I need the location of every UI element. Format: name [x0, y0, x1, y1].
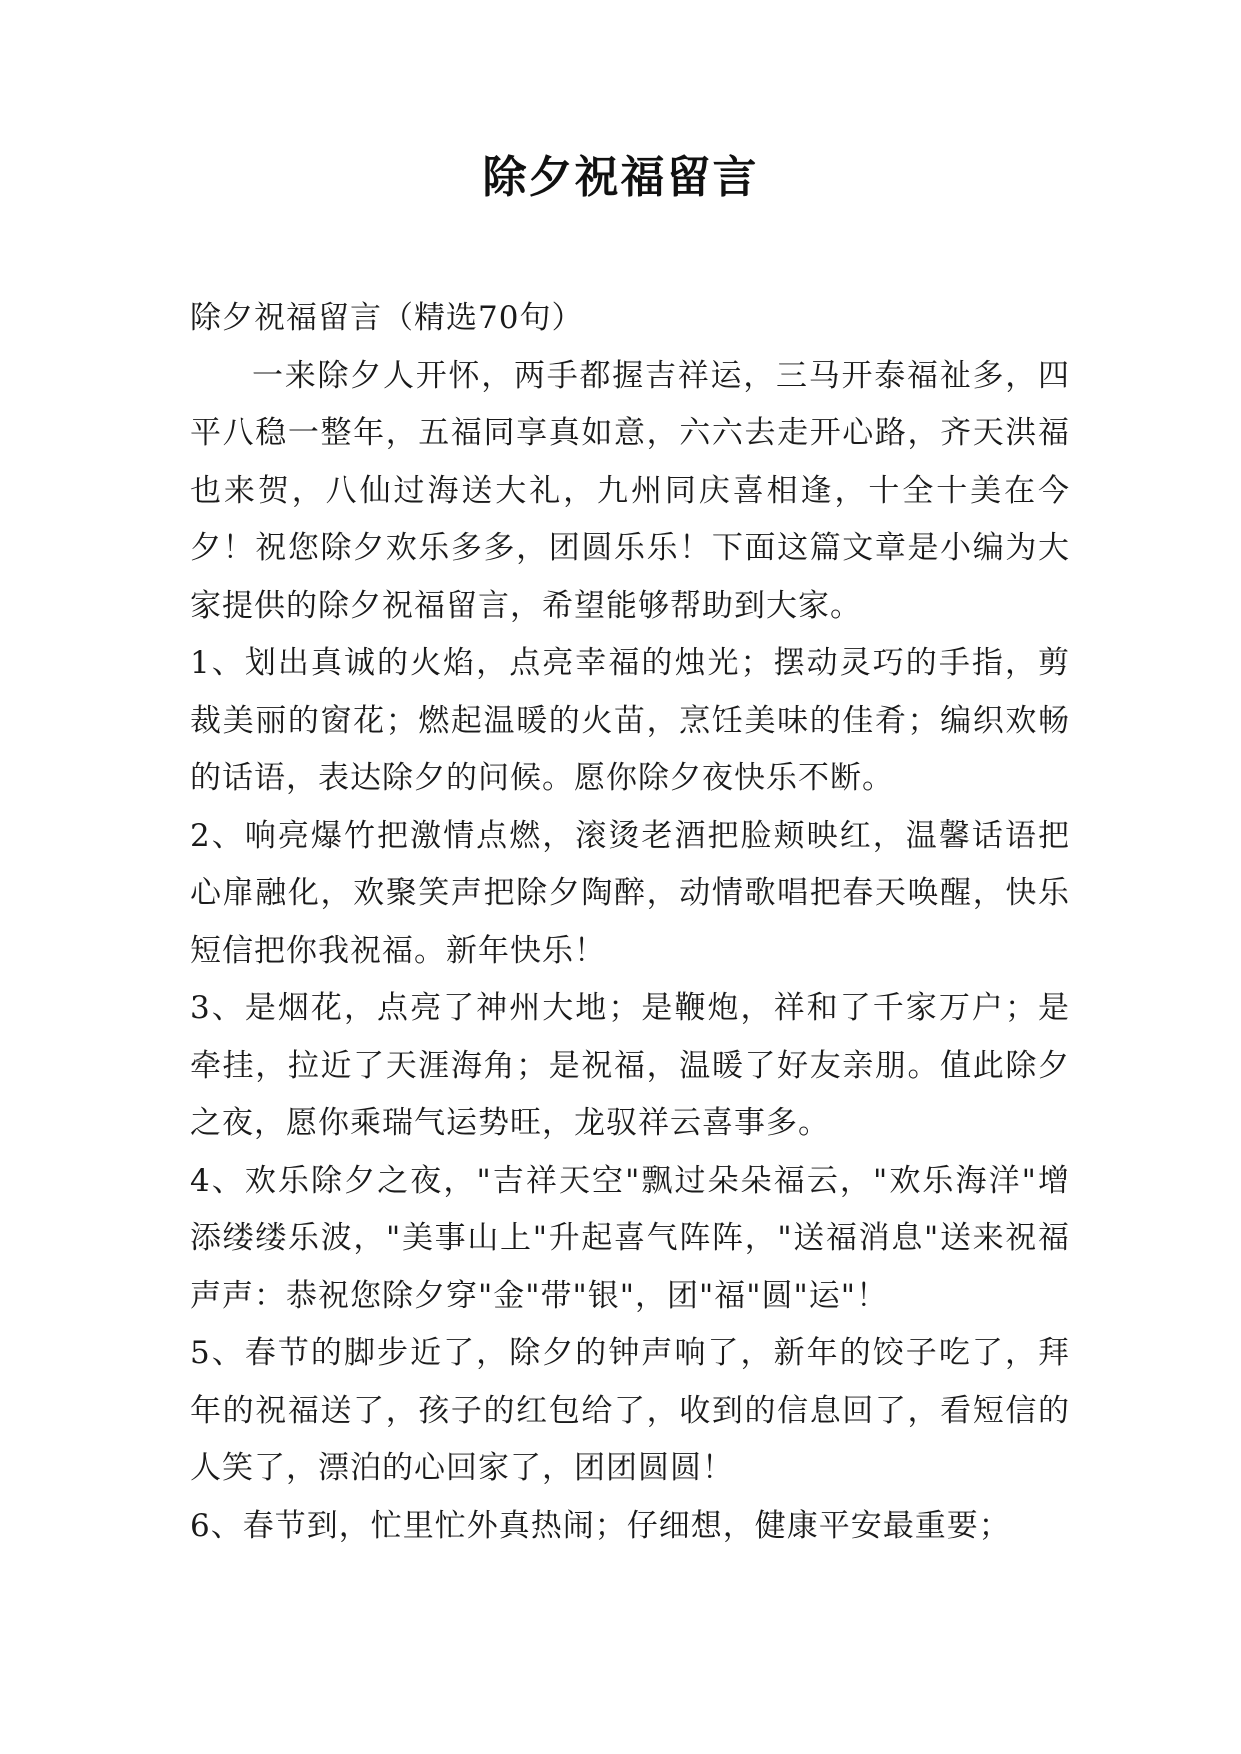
list-item: 5、春节的脚步近了，除夕的钟声响了，新年的饺子吃了，拜年的祝福送了，孩子的红包给了，收到的信息回了，看短信的人笑了，漂泊的心回家了，团团圆圆！ — [190, 1335, 1070, 1486]
intro-paragraph: 一来除夕人开怀，两手都握吉祥运，三马开泰福祉多，四平八稳一整年，五福同享真如意，六六去走开心路，齐天洪福也来贺，八仙过海送大礼，九州同庆喜相逢，十全十美在今夕！祝您除夕欢乐多多，团圆乐乐！下面这篇文章是小编为大家提供的除夕祝福留言，希望能够帮助到大家。 — [190, 357, 1070, 624]
document-title: 除夕祝福留言 — [482, 152, 759, 203]
list-item: 2、响亮爆竹把激情点燃，滚烫老酒把脸颊映红，温馨话语把心扉融化，欢聚笑声把除夕陶醉，动情歌唱把春天唤醒，快乐短信把你我祝福。新年快乐！ — [190, 817, 1070, 969]
list-item: 4、欢乐除夕之夜，"吉祥天空"飘过朵朵福云，"欢乐海洋"增添缕缕乐波，"美事山上"升起喜气阵阵，"送福消息"送来祝福声声：恭祝您除夕穿"金"带"银"，团"福"圆"运"！ — [190, 1162, 1070, 1314]
list-item: 3、是烟花，点亮了神州大地；是鞭炮，祥和了千家万户；是牵挂，拉近了天涯海角；是祝福，温暖了好友亲朋。值此除夕之夜，愿你乘瑞气运势旺，龙驭祥云喜事多。 — [190, 990, 1070, 1141]
document-body — [190, 290, 1070, 1555]
subtitle-line: 除夕祝福留言（精选70句） — [190, 300, 584, 336]
list-item: 1、划出真诚的火焰，点亮幸福的烛光；摆动灵巧的手指，剪裁美丽的窗花；燃起温暖的火苗，烹饪美味的佳肴；编织欢畅的话语，表达除夕的问候。愿你除夕夜快乐不断。 — [190, 645, 1070, 796]
list-item: 6、春节到，忙里忙外真热闹；仔细想，健康平安最重要； — [190, 1507, 1011, 1544]
